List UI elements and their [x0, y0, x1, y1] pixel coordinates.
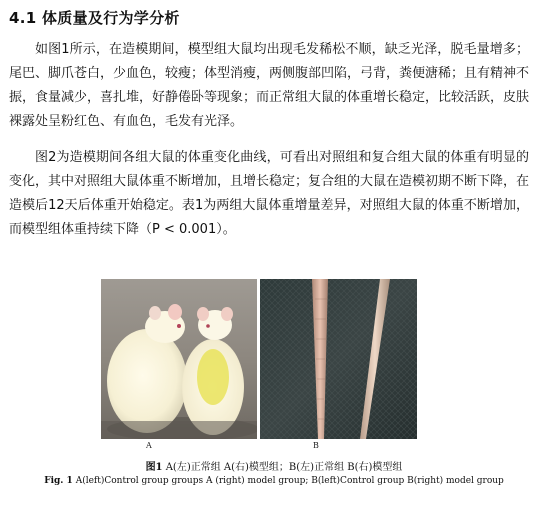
figure-panel-a-rats-photo: [101, 279, 257, 439]
figure-caption-english-text: A(left)Control group groups A (right) model group; B(left)Control group B(right) model group: [72, 476, 504, 486]
paragraph-weight-curve: 图2为造模期间各组大鼠的体重变化曲线，可看出对照组和复合组大鼠的体重有明显的变化，其中对照组大鼠体重不断增加，且增长稳定；复合组的大鼠在造模初期不断下降，在造模后12天后体重开始稳定。表1为两组大鼠体重增量差异，对照组大鼠的体重不断增加，而模型组体重持续下降（P < 0.001）。: [9, 150, 530, 237]
figure-caption-chinese-text: A(左)正常组 A(右)模型组；B(左)正常组 B(右)模型组: [162, 462, 403, 473]
paragraph-body-weight: 如图1所示，在造模期间，模型组大鼠均出现毛发稀松不顺，缺乏光泽，脱毛量增多；尾巴、脚爪苍白，少血色，较瘦；体型消瘦，两侧腹部凹陷，弓背，粪便溏稀；且有精神不振，食量减少，喜扎堆，好静倦卧等现象；而正常组大鼠的体重增长稳定，比较活跃，皮肤裸露处呈粉红色、有血色，毛发有光泽。: [9, 42, 530, 129]
figure-caption-english: [0, 476, 548, 486]
figure-panel-a-label: A: [146, 441, 152, 450]
figure-panel-b-label: B: [313, 441, 319, 450]
figure-panel-b-tails-photo: [260, 279, 417, 439]
figure-caption-chinese-tag: 图1: [145, 462, 163, 473]
figure-caption-english-tag: Fig. 1: [44, 476, 73, 486]
section-heading: 4.1 体质量及行为学分析: [9, 9, 180, 27]
figure-caption-chinese: [0, 458, 548, 473]
